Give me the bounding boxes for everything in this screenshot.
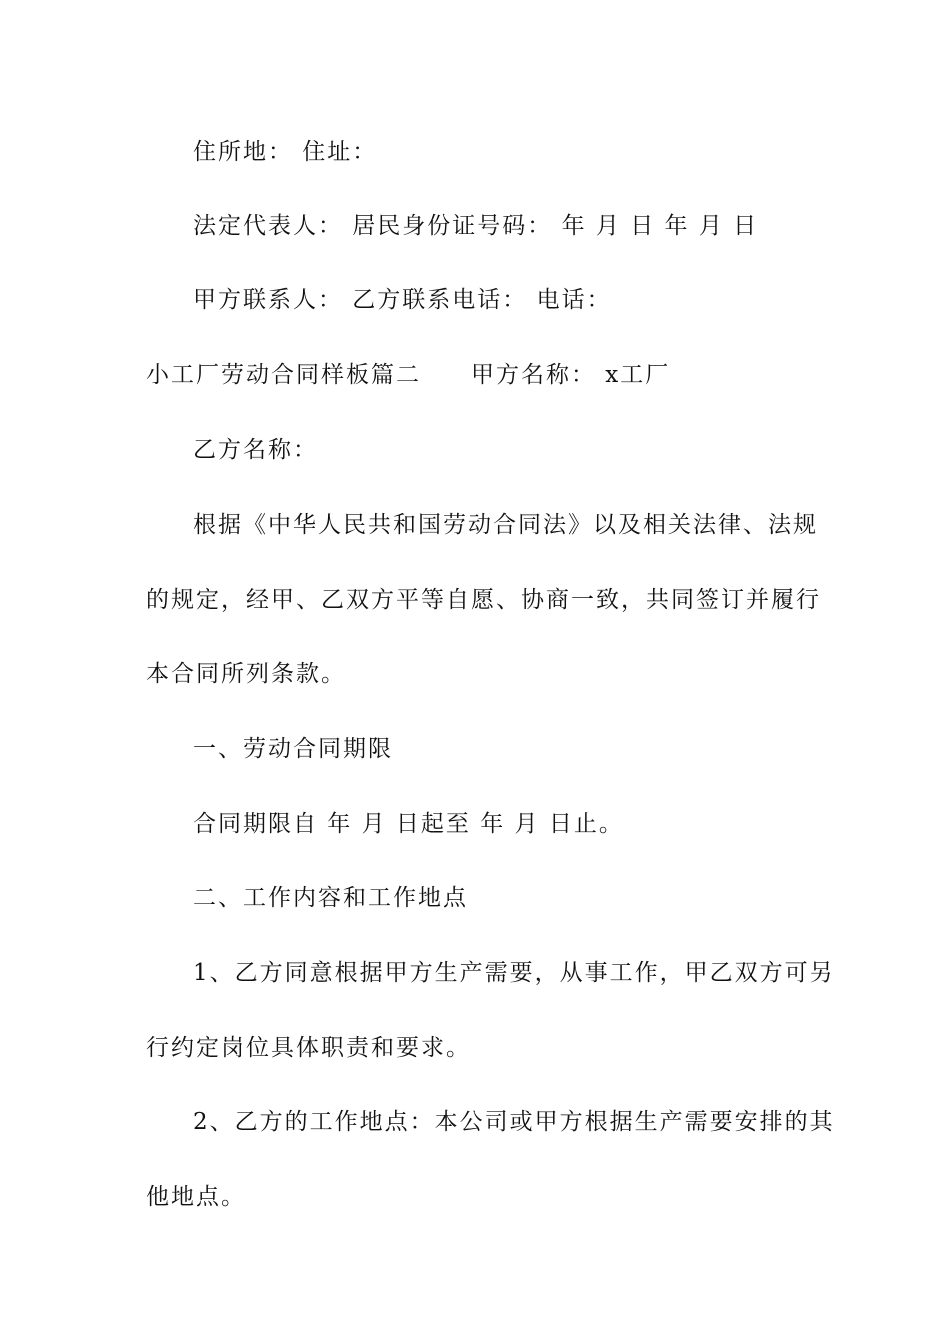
section-heading-line bbox=[0, 355, 950, 395]
line-text: 甲方联系人： 乙方联系电话： 电话： bbox=[193, 287, 612, 313]
residence-line bbox=[0, 132, 950, 172]
line-text: 法定代表人： 居民身份证号码： 年 月 日 年 月 日 bbox=[193, 213, 759, 239]
line-text: 根据《中华人民共和国劳动合同法》以及相关法律、法规 bbox=[193, 512, 818, 538]
section-title: 小工厂劳动合同样板篇二 bbox=[146, 362, 421, 388]
contact-line bbox=[0, 280, 950, 320]
clause-heading bbox=[0, 878, 950, 918]
party-b-name-line bbox=[0, 430, 950, 470]
paragraph-line bbox=[0, 1102, 950, 1142]
line-text: 二、工作内容和工作地点 bbox=[193, 885, 468, 911]
paragraph-line bbox=[0, 1028, 950, 1068]
line-text: 2、乙方的工作地点：本公司或甲方根据生产需要安排的其 bbox=[193, 1109, 835, 1135]
line-text: 乙方名称： bbox=[193, 437, 318, 463]
paragraph-line bbox=[0, 654, 950, 694]
line-text: 一、劳动合同期限 bbox=[193, 736, 393, 762]
line-text: 合同期限自 年 月 日起至 年 月 日止。 bbox=[193, 811, 624, 837]
line-text: 行约定岗位具体职责和要求。 bbox=[146, 1035, 471, 1061]
paragraph-line bbox=[0, 505, 950, 545]
clause-heading bbox=[0, 729, 950, 769]
paragraph-line bbox=[0, 804, 950, 844]
party-a-name: 甲方名称： x工厂 bbox=[471, 362, 671, 388]
paragraph-line bbox=[0, 953, 950, 993]
line-text: 的规定，经甲、乙双方平等自愿、协商一致，共同签订并履行 bbox=[146, 587, 821, 613]
paragraph-line bbox=[0, 1177, 950, 1217]
paragraph-line bbox=[0, 580, 950, 620]
line-text: 他地点。 bbox=[146, 1184, 246, 1210]
line-text: 1、乙方同意根据甲方生产需要，从事工作，甲乙双方可另 bbox=[193, 960, 835, 986]
line-text: 本合同所列条款。 bbox=[146, 661, 346, 687]
legal-representative-line bbox=[0, 206, 950, 246]
line-text: 住所地： 住址： bbox=[193, 139, 378, 165]
